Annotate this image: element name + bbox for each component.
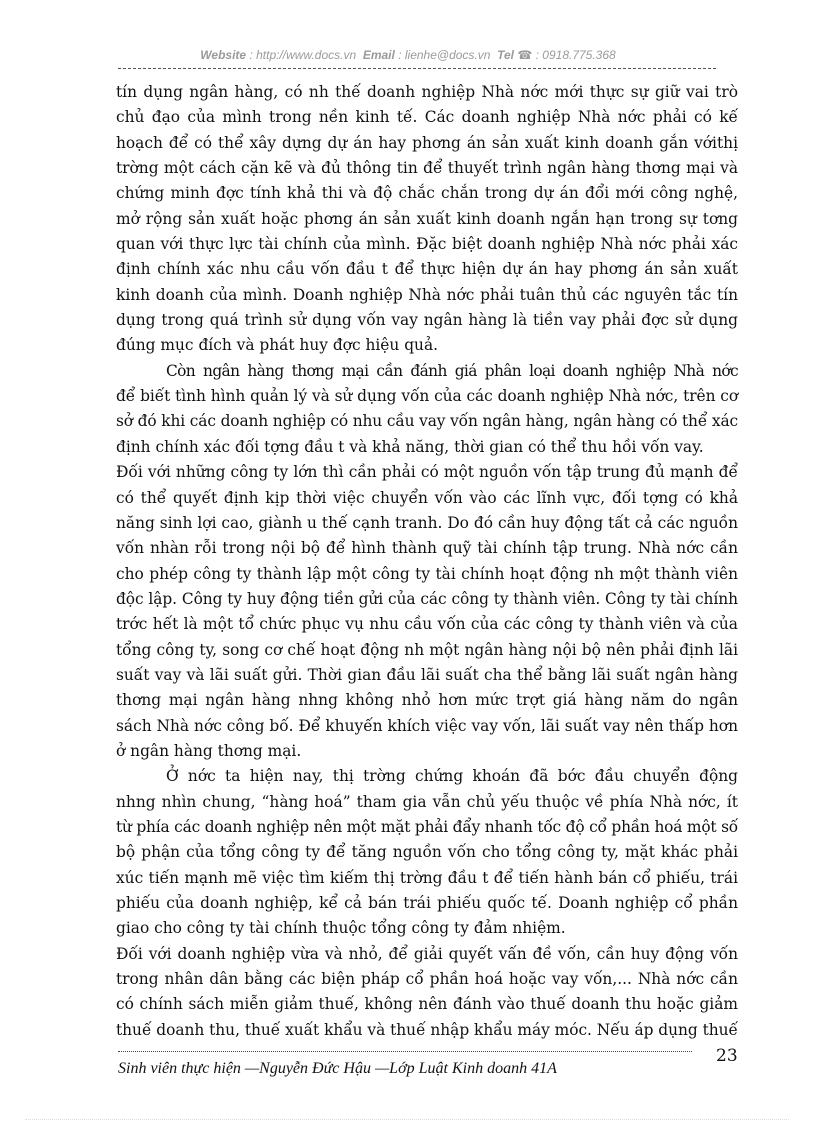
text-line: Ở nớc ta hiện nay, thị trờng chứng khoán đã bớc đầu chuyển động bbox=[166, 767, 738, 786]
text-line: mở rộng sản xuất hoặc phơng án sản xuất kinh doanh ngắn hạn trong sự tơng bbox=[116, 209, 738, 228]
text-line: trong nhân dân bằng các biện pháp cổ phần hoá hoặc vay vốn,... Nhà nớc cần bbox=[116, 970, 738, 989]
text-line: giao cho công ty tài chính thuộc tổng công ty đảm nhiệm. bbox=[116, 919, 566, 938]
text-line: thơng mại ngân hàng nhng không nhỏ hơn mức trợt giá hàng năm do ngân bbox=[116, 691, 738, 710]
page-bottom-border bbox=[25, 1119, 789, 1120]
text-line: độc lập. Công ty huy động tiền gửi của các công ty thành viên. Công ty tài chính bbox=[116, 589, 738, 608]
text-line: xúc tiến mạnh mẽ việc tìm kiếm thị trờng đầu t để tiến hành bán cổ phiếu, trái bbox=[116, 868, 738, 887]
text-line: có chính sách miễn giảm thuế, không nên đánh vào thuế doanh thu hoặc giảm bbox=[116, 995, 738, 1014]
text-line: bộ phận của tổng công ty để tăng nguồn vốn cho tổng công ty, mặt khác phải bbox=[116, 843, 738, 862]
text-line: kinh doanh của mình. Doanh nghiệp Nhà nớc phải tuân thủ các nguyên tắc tín bbox=[116, 285, 738, 304]
page-number: 23 bbox=[716, 1046, 738, 1066]
text-line: sở đó khi các doanh nghiệp có nhu cầu vay vốn ngân hàng, ngân hàng có thể xác bbox=[116, 412, 738, 431]
text-line: hoạch để có thể xây dựng dự án hay phơng án sản xuất kinh doanh gắn vớithị bbox=[116, 133, 738, 152]
footer-divider bbox=[118, 1051, 692, 1052]
document-body bbox=[116, 80, 738, 1043]
website-value: : http://www.docs.vn bbox=[249, 48, 357, 62]
website-label: Website bbox=[200, 48, 247, 62]
text-line: Đối với doanh nghiệp vừa và nhỏ, để giải quyết vấn đề vốn, cần huy động vốn bbox=[116, 944, 738, 963]
text-line: quan với thực lực tài chính của mình. Đặc biệt doanh nghiệp Nhà nớc phải xác bbox=[116, 235, 738, 254]
text-line: định chính xác nhu cầu vốn đầu t để thực hiện dự án hay phơng án sản xuất bbox=[116, 260, 738, 279]
tel-label: Tel bbox=[497, 48, 514, 62]
text-line: Còn ngân hàng thơng mại cần đánh giá phân loại doanh nghiệp Nhà nớc bbox=[166, 361, 738, 380]
text-line: tổng công ty, song cơ chế hoạt động nh một ngân hàng nội bộ nên phải định lãi bbox=[116, 640, 738, 659]
text-line: để biết tình hình quản lý và sử dụng vốn của các doanh nghiệp Nhà nớc, trên cơ bbox=[116, 387, 739, 406]
text-line: có thể quyết định kịp thời việc chuyển vốn vào các lĩnh vực, đối tợng có khả bbox=[116, 488, 738, 507]
text-line: tín dụng ngân hàng, có nh thế doanh nghiệp Nhà nớc mới thực sự giữ vai trò bbox=[116, 83, 738, 101]
text-line: chứng minh đợc tính khả thi và độ chắc chắn trong dự án đổi mới công nghệ, bbox=[116, 184, 738, 203]
text-line: chủ đạo của mình trong nền kinh tế. Các doanh nghiệp Nhà nớc phải có kế bbox=[116, 108, 738, 127]
text-line: trờng một cách cặn kẽ và đủ thông tin để thuyết trình ngân hàng thơng mại và bbox=[116, 159, 738, 178]
text-line: dụng trong quá trình sử dụng vốn vay ngân hàng là tiền vay phải đợc sử dụng bbox=[116, 311, 738, 330]
text-line: sách Nhà nớc công bố. Để khuyến khích việc vay vốn, lãi suất vay nên thấp hơn bbox=[116, 716, 738, 735]
header-divider bbox=[118, 68, 716, 69]
text-line: năng sinh lợi cao, giành u thế cạnh tranh. Do đó cần huy động tất cả các nguồn bbox=[116, 513, 738, 532]
text-line: đúng mục đích và phát huy đợc hiệu quả. bbox=[116, 336, 439, 355]
text-line: vốn nhàn rỗi trong nội bộ để hình thành quỹ tài chính tập trung. Nhà nớc cần bbox=[116, 539, 738, 558]
text-line: nhng nhìn chung, “hàng hoá” tham gia vẫn chủ yếu thuộc về phía Nhà nớc, ít bbox=[116, 792, 738, 811]
text-line: từ phía các doanh nghiệp nên một mặt phải đẩy nhanh tốc độ cổ phần hoá một số bbox=[116, 817, 738, 836]
email-value: : lienhe@docs.vn bbox=[398, 48, 491, 62]
text-line: Đối với những công ty lớn thì cần phải có một nguồn vốn tập trung đủ mạnh để bbox=[116, 463, 738, 482]
text-line: phiếu của doanh nghiệp, kể cả bán trái phiếu quốc tế. Doanh nghiệp cổ phần bbox=[116, 894, 738, 912]
page-header bbox=[0, 48, 816, 62]
text-line: cho phép công ty thành lập một công ty tài chính hoạt động nh một thành viên bbox=[116, 564, 738, 583]
tel-value: ☎ : 0918.775.368 bbox=[517, 48, 616, 62]
footer-author-line: Sinh viên thực hiện —Nguyễn Đức Hậu —Lớp Luật Kinh doanh 41A bbox=[118, 1060, 557, 1077]
text-line: định chính xác đối tợng đầu t và khả năng, thời gian có thể thu hồi vốn vay. bbox=[116, 437, 704, 456]
text-line: ở ngân hàng thơng mại. bbox=[116, 741, 302, 760]
text-line: suất vay và lãi suất gửi. Thời gian đầu lãi suất cha thể bằng lãi suất ngân hàng bbox=[116, 665, 738, 684]
email-label: Email bbox=[362, 48, 395, 62]
text-line: thuế doanh thu, thuế xuất khẩu và thuế nhập khẩu máy móc. Nếu áp dụng thuế bbox=[116, 1020, 738, 1039]
text-line: trớc hết là một tổ chức phục vụ nhu cầu vốn của các công ty thành viên và của bbox=[116, 615, 738, 634]
